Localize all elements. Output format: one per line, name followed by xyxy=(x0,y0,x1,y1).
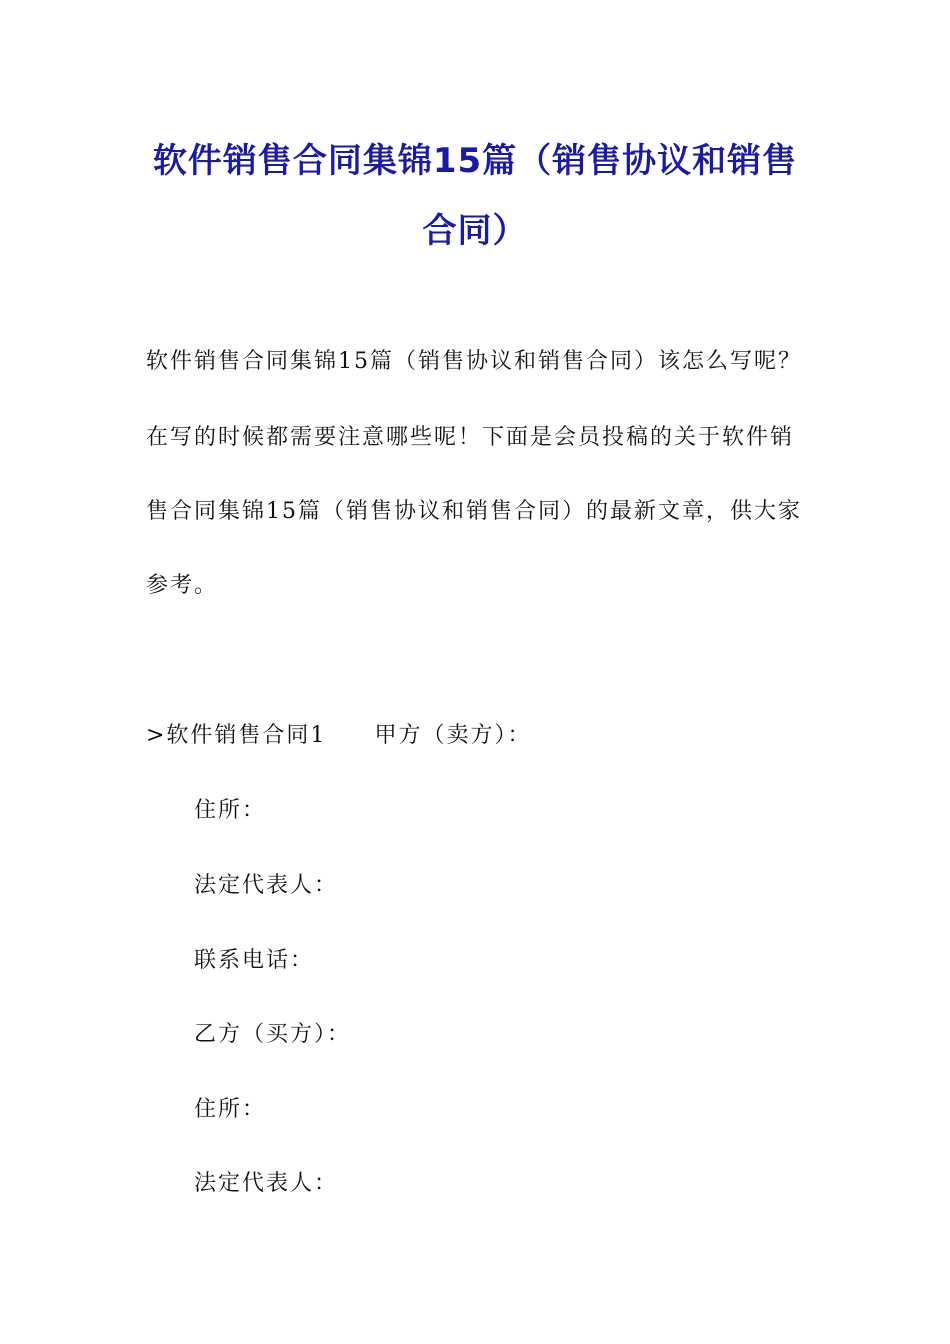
intro-paragraph-line-3: 售合同集锦15篇（销售协议和销售合同）的最新文章，供大家 xyxy=(146,499,802,524)
party-a-label: 甲方（卖方）： xyxy=(374,723,532,748)
party-b-address-field: 住所： xyxy=(194,1097,267,1122)
intro-paragraph-line-4: 参考。 xyxy=(146,573,219,598)
contract-section-heading xyxy=(146,718,531,749)
party-a-phone-field: 联系电话： xyxy=(194,948,315,973)
party-b-legal-rep-field: 法定代表人： xyxy=(194,1171,339,1196)
party-b-label: 乙方（买方）： xyxy=(194,1022,352,1047)
section-title: >软件销售合同1 xyxy=(146,723,327,748)
party-a-legal-rep-field: 法定代表人： xyxy=(194,873,339,898)
party-a-address-field: 住所： xyxy=(194,798,267,823)
document-title-line-2: 合同） xyxy=(422,211,528,251)
document-title-line-1: 软件销售合同集锦15篇（销售协议和销售 xyxy=(152,141,798,181)
intro-paragraph-line-1: 软件销售合同集锦15篇（销售协议和销售合同）该怎么写呢？ xyxy=(146,349,802,374)
intro-paragraph-line-2: 在写的时候都需要注意哪些呢！下面是会员投稿的关于软件销 xyxy=(146,425,795,450)
